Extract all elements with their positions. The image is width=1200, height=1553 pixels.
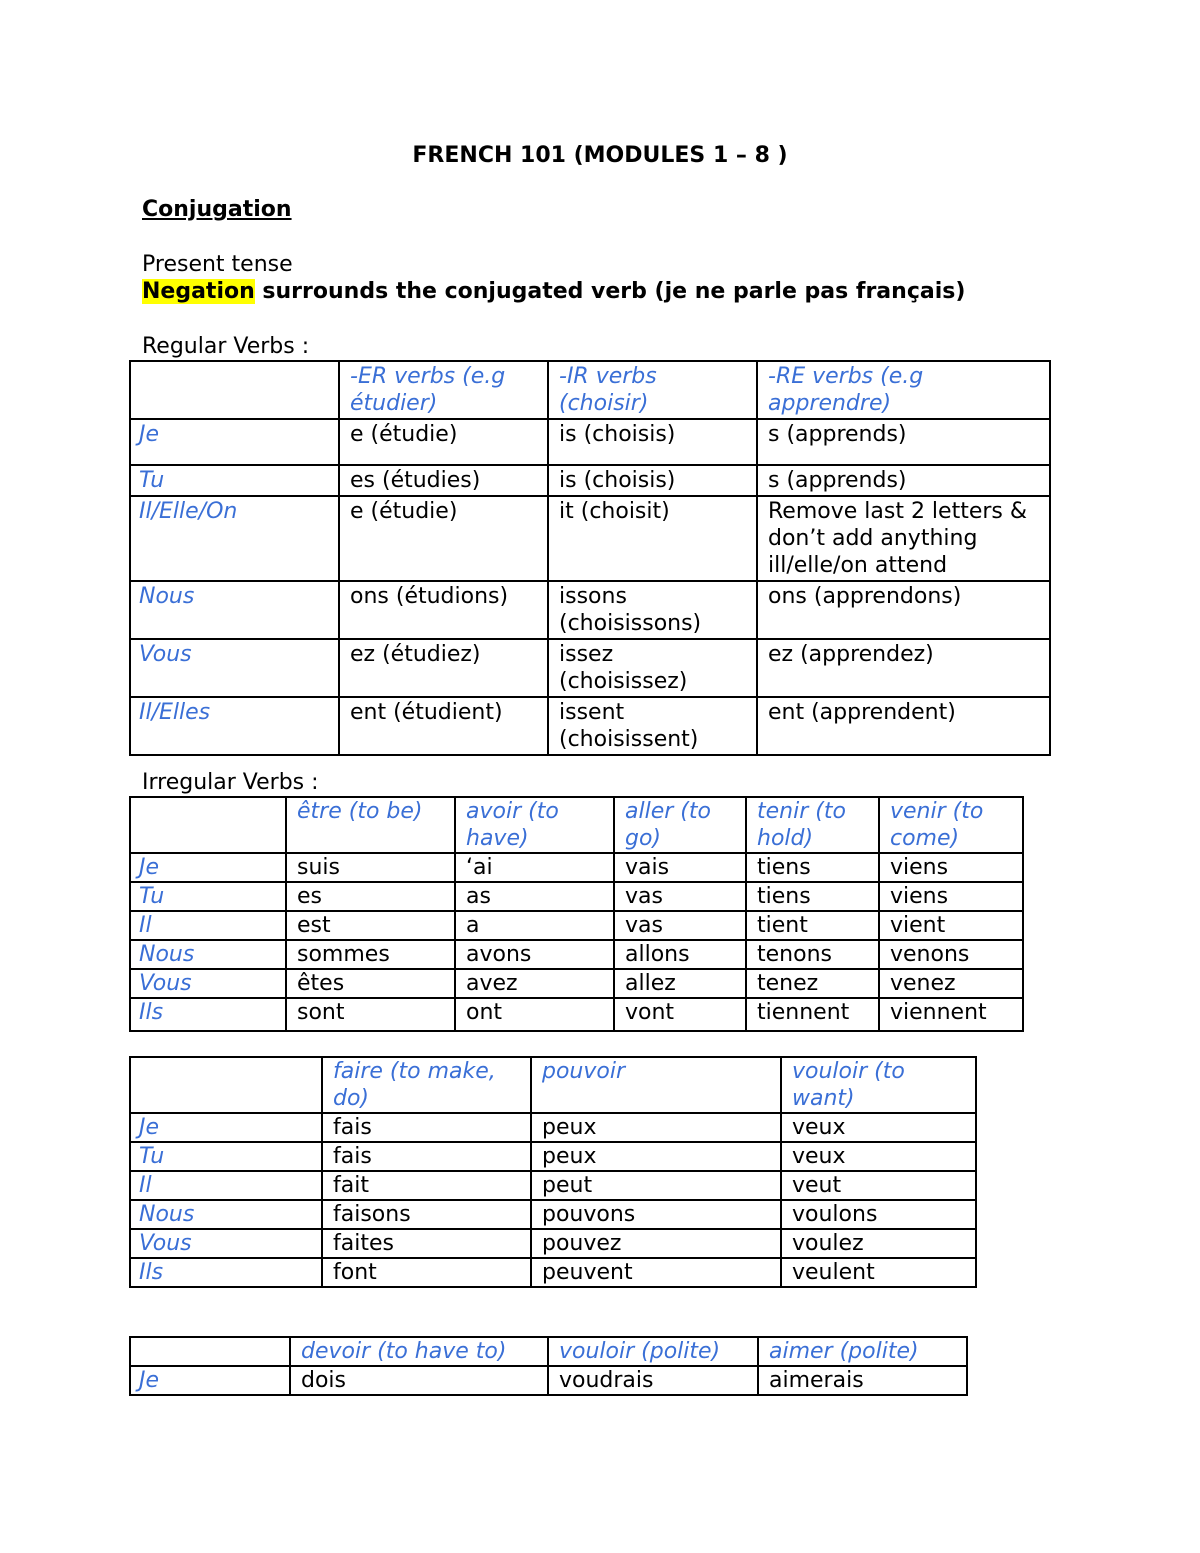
table-row [130,940,1023,969]
conjugation-cell: viennent [879,998,1023,1031]
conjugation-cell: pouvez [531,1229,781,1258]
conjugation-cell: suis [286,853,455,882]
irregular-verbs-label: Irregular Verbs : [142,770,319,795]
conjugation-cell: dois [290,1366,548,1395]
conjugation-cell: fait [322,1171,531,1200]
table-row [130,911,1023,940]
conjugation-cell: ez (étudiez) [339,639,548,697]
pronoun-cell: Il/Elle/On [130,496,339,581]
conjugation-cell: peut [531,1171,781,1200]
conjugation-cell: tenons [746,940,879,969]
conjugation-cell: a [455,911,614,940]
negation-highlight: Negation [142,279,255,304]
table-row [130,496,1050,581]
table-row [130,1229,976,1258]
conjugation-cell: êtes [286,969,455,998]
conjugation-cell: fais [322,1142,531,1171]
conjugation-cell: ‘ai [455,853,614,882]
conjugation-cell: faisons [322,1200,531,1229]
conjugation-cell: fais [322,1113,531,1142]
corner-cell [130,797,286,853]
conjugation-cell: veulent [781,1258,976,1287]
conjugation-cell: is (choisis) [548,419,757,465]
column-header: -ER verbs (e.g étudier) [339,361,548,419]
section-heading: Conjugation [142,197,292,222]
table-header-row [130,1337,967,1366]
conjugation-cell: viens [879,882,1023,911]
conjugation-cell: allons [614,940,746,969]
pronoun-cell: Je [130,853,286,882]
conjugation-cell: pouvons [531,1200,781,1229]
column-header: être (to be) [286,797,455,853]
column-header: faire (to make, do) [322,1057,531,1113]
table-row [130,1171,976,1200]
conjugation-cell: avez [455,969,614,998]
column-header: pouvoir [531,1057,781,1113]
pronoun-cell: Vous [130,969,286,998]
conjugation-cell: issent (choisissent) [548,697,757,755]
conjugation-cell: e (étudie) [339,419,548,465]
column-header: aimer (polite) [758,1337,967,1366]
table-row [130,882,1023,911]
pronoun-cell: Vous [130,1229,322,1258]
pronoun-cell: Nous [130,940,286,969]
column-header: tenir (to hold) [746,797,879,853]
conjugation-cell: peux [531,1142,781,1171]
table-row [130,465,1050,496]
regular-verbs-label: Regular Verbs : [142,334,310,359]
page-title: FRENCH 101 (MODULES 1 – 8 ) [412,143,788,168]
table-row [130,1366,967,1395]
corner-cell [130,1057,322,1113]
conjugation-cell: veux [781,1113,976,1142]
conjugation-cell: issons (choisissons) [548,581,757,639]
column-header: devoir (to have to) [290,1337,548,1366]
pronoun-cell: Il/Elles [130,697,339,755]
table-row [130,581,1050,639]
conjugation-cell: voudrais [548,1366,758,1395]
pronoun-cell: Tu [130,1142,322,1171]
table-row [130,419,1050,465]
table-row [130,998,1023,1031]
pronoun-cell: Je [130,1113,322,1142]
conjugation-cell: vas [614,882,746,911]
pronoun-cell: Il [130,911,286,940]
conjugation-cell: tiennent [746,998,879,1031]
table-row [130,697,1050,755]
conjugation-cell: peuvent [531,1258,781,1287]
table-row [130,853,1023,882]
conjugation-cell: allez [614,969,746,998]
pronoun-cell: Vous [130,639,339,697]
conjugation-cell: ez (apprendez) [757,639,1050,697]
conjugation-cell: viens [879,853,1023,882]
conjugation-cell: ons (étudions) [339,581,548,639]
table-header-row [130,797,1023,853]
pronoun-cell: Je [130,1366,290,1395]
table-header-row [130,1057,976,1113]
conjugation-cell: vas [614,911,746,940]
irregular-verbs-table-1 [129,796,1024,1032]
conjugation-cell: sont [286,998,455,1031]
conjugation-cell: vont [614,998,746,1031]
irregular-verbs-table-2 [129,1056,977,1288]
conjugation-cell: est [286,911,455,940]
table-row [130,1258,976,1287]
corner-cell [130,361,339,419]
table-row [130,1113,976,1142]
conjugation-cell: tenez [746,969,879,998]
conjugation-cell: tiens [746,882,879,911]
conjugation-cell: is (choisis) [548,465,757,496]
pronoun-cell: Nous [130,581,339,639]
conjugation-cell: tient [746,911,879,940]
conjugation-cell: venez [879,969,1023,998]
conjugation-cell: veut [781,1171,976,1200]
negation-note [142,278,965,306]
pronoun-cell: Ils [130,998,286,1031]
table-row [130,1142,976,1171]
pronoun-cell: Il [130,1171,322,1200]
conjugation-cell: vient [879,911,1023,940]
conjugation-cell: ent (étudient) [339,697,548,755]
table-header-row [130,361,1050,419]
conjugation-cell: avons [455,940,614,969]
pronoun-cell: Nous [130,1200,322,1229]
conjugation-cell: voulez [781,1229,976,1258]
column-header: venir (to come) [879,797,1023,853]
conjugation-cell: issez (choisissez) [548,639,757,697]
conjugation-cell: aimerais [758,1366,967,1395]
conjugation-cell: tiens [746,853,879,882]
conjugation-cell: font [322,1258,531,1287]
conjugation-cell: ent (apprendent) [757,697,1050,755]
irregular-verbs-table-3 [129,1336,968,1396]
pronoun-cell: Je [130,419,339,465]
column-header: -IR verbs (choisir) [548,361,757,419]
conjugation-cell: as [455,882,614,911]
table-row [130,969,1023,998]
conjugation-cell: veux [781,1142,976,1171]
regular-verbs-table [129,360,1051,756]
conjugation-cell: es [286,882,455,911]
conjugation-cell: s (apprends) [757,419,1050,465]
conjugation-cell: sommes [286,940,455,969]
conjugation-cell: faites [322,1229,531,1258]
conjugation-cell: peux [531,1113,781,1142]
negation-text: surrounds the conjugated verb (je ne parle pas français) [254,279,966,304]
conjugation-cell: venons [879,940,1023,969]
column-header: avoir (to have) [455,797,614,853]
column-header: -RE verbs (e.g apprendre) [757,361,1050,419]
conjugation-cell: es (étudies) [339,465,548,496]
column-header: vouloir (polite) [548,1337,758,1366]
conjugation-cell: ont [455,998,614,1031]
conjugation-cell: it (choisit) [548,496,757,581]
pronoun-cell: Tu [130,465,339,496]
pronoun-cell: Ils [130,1258,322,1287]
conjugation-cell: ons (apprendons) [757,581,1050,639]
conjugation-cell: Remove last 2 letters & don’t add anything ill/elle/on attend [757,496,1050,581]
table-row [130,639,1050,697]
present-tense-label: Present tense [142,252,293,277]
conjugation-cell: voulons [781,1200,976,1229]
conjugation-cell: vais [614,853,746,882]
column-header: aller (to go) [614,797,746,853]
table-row [130,1200,976,1229]
conjugation-cell: s (apprends) [757,465,1050,496]
column-header: vouloir (to want) [781,1057,976,1113]
corner-cell [130,1337,290,1366]
conjugation-cell: e (étudie) [339,496,548,581]
pronoun-cell: Tu [130,882,286,911]
